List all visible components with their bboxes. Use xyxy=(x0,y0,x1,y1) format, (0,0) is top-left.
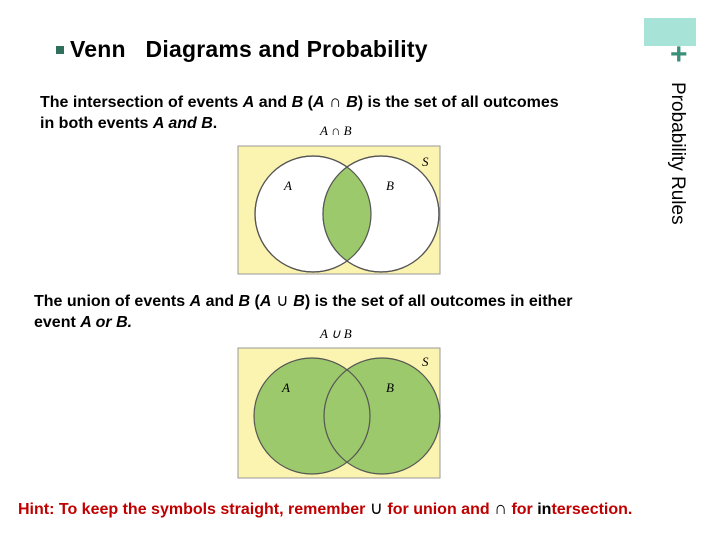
union-text: The union of events xyxy=(34,293,190,310)
hint-union-symbol: ∪ xyxy=(369,498,383,518)
union-symbol: ∪ xyxy=(271,291,294,310)
intersection-line2-vars: A and B xyxy=(152,115,213,132)
intersection-and: and xyxy=(254,94,292,111)
plus-icon: + xyxy=(670,38,688,71)
intersection-tail: ) is the set of all outcomes xyxy=(357,94,559,111)
union-circle-b-label: B xyxy=(386,380,394,395)
union-paren: ( xyxy=(250,293,260,310)
intersection-var-a: A xyxy=(242,94,255,111)
union-tail: ) is the set of all outcomes in either xyxy=(304,293,573,310)
intersection-diagram-label: A ∩ B xyxy=(320,123,352,138)
page-title xyxy=(70,36,428,63)
union-and: and xyxy=(201,293,239,310)
intersection-expr-a: A xyxy=(312,94,325,111)
intersection-text: The intersection of events xyxy=(40,94,243,111)
union-venn-diagram xyxy=(236,324,442,480)
hint-text-2: for union and xyxy=(382,501,495,518)
hint-in-prefix: in xyxy=(537,501,552,518)
union-universe-label: S xyxy=(422,354,429,369)
section-side-label: Probability Rules xyxy=(667,82,688,225)
title-rest: Diagrams and Probability xyxy=(145,36,428,62)
intersection-line2: in both events xyxy=(40,115,153,132)
title-bullet-word: Venn xyxy=(70,36,126,62)
union-diagram-label: A ∪ B xyxy=(320,326,352,341)
hint-text-4: tersection. xyxy=(551,501,633,518)
union-circle-a-label: A xyxy=(282,380,290,395)
hint-text-3: for xyxy=(507,501,538,518)
intersection-circle-a-label: A xyxy=(284,178,292,193)
union-expr-a: A xyxy=(259,293,272,310)
intersection-expr-b: B xyxy=(346,94,358,111)
hint-text: Hint: To keep the symbols straight, remember xyxy=(18,501,370,518)
hint-line xyxy=(18,498,718,519)
intersection-var-b: B xyxy=(291,94,304,111)
intersection-circle-b-label: B xyxy=(386,178,394,193)
union-var-a: A xyxy=(189,293,202,310)
intersection-universe-label: S xyxy=(422,154,429,169)
union-var-b: B xyxy=(238,293,251,310)
intersection-line2-dot: . xyxy=(212,115,218,132)
hint-intersection-symbol: ∩ xyxy=(494,498,507,518)
intersection-venn-diagram xyxy=(236,120,442,276)
union-line2: event xyxy=(34,314,81,331)
title-bullet xyxy=(56,46,64,54)
union-line2-vars: A or B. xyxy=(80,314,133,331)
union-expr-b: B xyxy=(293,293,305,310)
intersection-paren: ( xyxy=(303,94,313,111)
intersection-symbol: ∩ xyxy=(324,92,347,111)
